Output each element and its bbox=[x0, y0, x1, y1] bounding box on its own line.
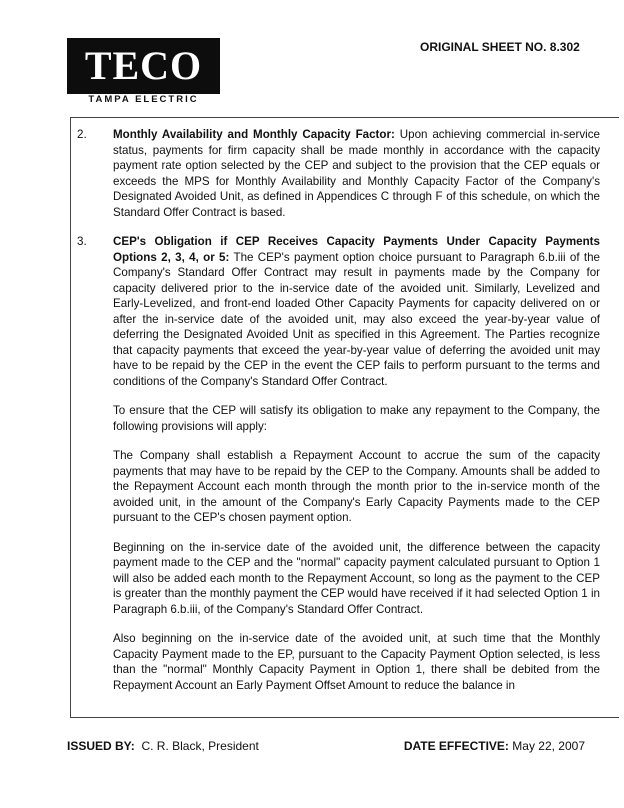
item-heading: CEP's Obligation if CEP Receives Capacity Payments Under Capacity Payments Options 2, 3, 4, or 5: bbox=[113, 235, 600, 264]
issued-label: ISSUED BY: bbox=[67, 739, 135, 753]
date-label: DATE EFFECTIVE: bbox=[403, 739, 509, 753]
paragraph: To ensure that the CEP will satisfy its obligation to make any repayment to the Company, the following provisions will apply: bbox=[113, 404, 600, 433]
issued-by bbox=[67, 739, 259, 753]
document-body bbox=[70, 127, 600, 707]
item-body: Upon achieving commercial in-service status, payments for firm capacity shall be made monthly in accordance with the capacity payment rate option selected by the CEP and subject to the provision that the CEP equals or exceeds the MPS for Monthly Availability and Monthly Capacity Factor of the Company's Designated Avoided Unit, as defined in Appendices C through F of this schedule, on which the Standard Offer Contract is based. bbox=[113, 128, 600, 219]
section-item-3 bbox=[70, 234, 600, 389]
sub-paragraphs bbox=[70, 403, 600, 693]
sheet-number: ORIGINAL SHEET NO. 8.302 bbox=[420, 40, 580, 54]
item-paragraph bbox=[113, 127, 600, 220]
item-heading: Monthly Availability and Monthly Capacity Factor: bbox=[113, 128, 395, 141]
item-number: 2. bbox=[77, 128, 87, 141]
logo-subtext: TAMPA ELECTRIC bbox=[88, 94, 199, 105]
date-value: May 22, 2007 bbox=[512, 739, 585, 753]
paragraph: The Company shall establish a Repayment Account to accrue the sum of the capacity payments that may have to be repaid by the CEP to the Company. Amounts shall be added to the Repayment Account each month through the month prior to the in-service month of the avoided unit, in the amount of the Company's Early Capacity Payments made to the CEP pursuant to the CEP's chosen payment option. bbox=[113, 449, 600, 524]
footer bbox=[67, 739, 585, 753]
teco-logo bbox=[67, 38, 220, 94]
item-paragraph bbox=[113, 234, 600, 389]
date-effective bbox=[404, 739, 585, 753]
logo-text: TECO bbox=[84, 43, 203, 88]
paragraph: Also beginning on the in-service date of the avoided unit, at such time that the Monthly Capacity Payment made to the EP, pursuant to the Capacity Payment Option selected, is less than the "normal" Monthly Capacity Payment in Option 1, there shall be debited from the Repayment Account an Early Payment Offset Amount to reduce the balance in bbox=[113, 632, 600, 692]
section-item-2 bbox=[70, 127, 600, 220]
paragraph: Beginning on the in-service date of the avoided unit, the difference between the capacity payment made to the CEP and the "normal" capacity payment calculated pursuant to Option 1 will also be added each month to the Repayment Account, so long as the payment to the CEP is greater than the monthly payment the CEP would have received if it had selected Option 1 in Paragraph 6.b.iii, of the Company's Standard Offer Contract. bbox=[113, 540, 600, 616]
issued-value: C. R. Black, President bbox=[141, 739, 259, 753]
item-body: The CEP's payment option choice pursuant to Paragraph 6.b.iii of the Company's Standard Offer Contract may result in payments made by the Company for capacity delivered prior to the in-service date of the avoided unit. Similarly, Levelized and Early-Levelized, and front-end loaded Other Capacity Payments for capacity delivered on or after the in-service date of the avoided unit, may also exceed the year-by-year value of deferring the Designated Avoided Unit as specified in this Agreement. The Parties recognize that capacity payments that exceed the year-by-year value of deferring the avoided unit may have to be repaid by the CEP in the event the CEP fails to perform pursuant to the terms and conditions of the Company's Standard Offer Contract. bbox=[113, 250, 600, 388]
item-number: 3. bbox=[77, 235, 87, 248]
